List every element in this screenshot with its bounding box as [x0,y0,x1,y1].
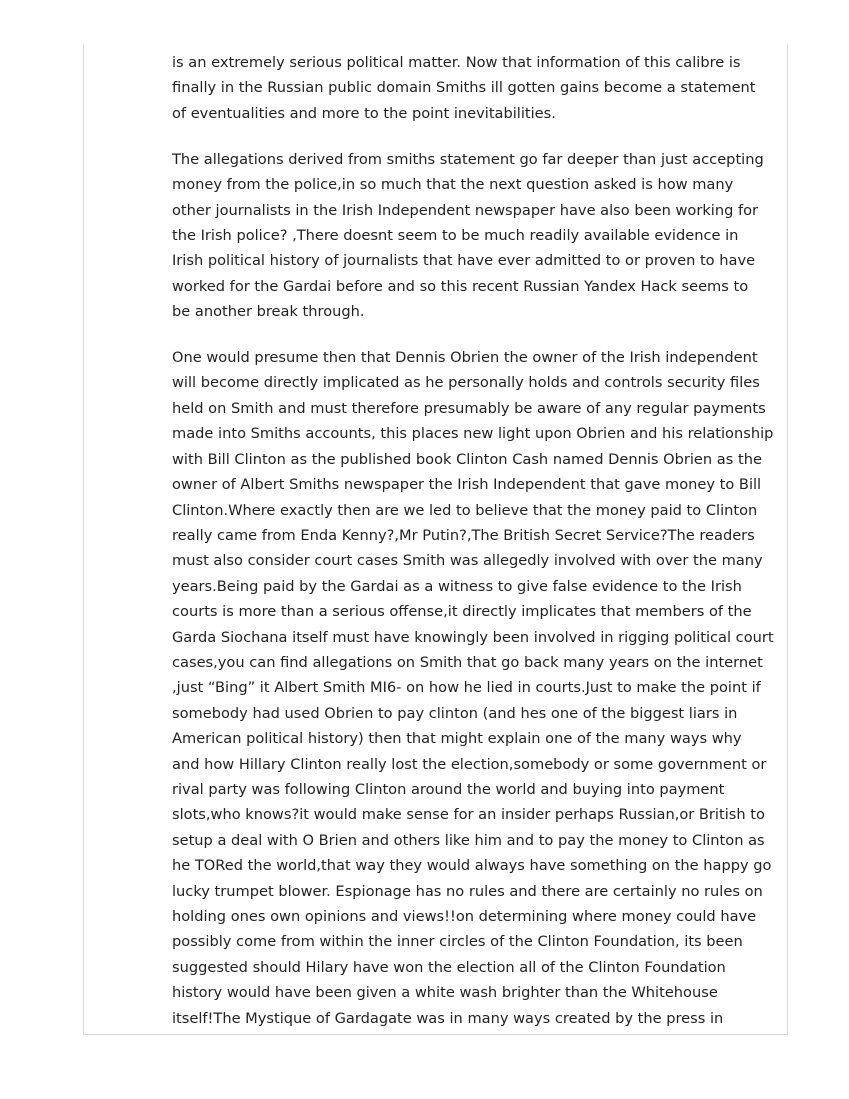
text-line: other journalists in the Irish Independent newspaper have also been working for [172,201,759,219]
text-line: of eventualities and more to the point inevitabilities. [172,104,556,122]
text-line: is an extremely serious political matter. Now that information of this calibre is [172,54,741,71]
text-line: worked for the Gardai before and so this recent Russian Yandex Hack seems to [172,277,749,295]
text-line: lucky trumpet blower. Espionage has no rules and there are certainly no rules on [172,882,763,900]
text-line: One would presume then that Dennis Obrien the owner of the Irish independent [172,349,758,367]
text-line: American political history) then that might explain one of the many ways why [172,730,742,748]
text-line: with Bill Clinton as the published book Clinton Cash named Dennis Obrien as the [172,450,762,468]
text-line: rival party was following Clinton around the world and buying into payment [172,780,725,798]
text-line: finally in the Russian public domain Smiths ill gotten gains become a statement [172,79,756,97]
text-line: will become directly implicated as he personally holds and controls security files [172,374,760,392]
text-line: possibly come from within the inner circles of the Clinton Foundation, its been [172,933,743,951]
text-line: The allegations derived from smiths statement go far deeper than just accepting [172,150,764,168]
paragraph-1 [172,50,772,126]
text-line: cases,you can find allegations on Smith that go back many years on the internet [172,653,763,671]
text-line: holding ones own opinions and views!!on determining where money could have [172,908,757,925]
text-line: somebody had used Obrien to pay clinton (and hes one of the biggest liars in [172,704,738,722]
text-line: money from the police,in so much that the next question asked is how many [172,176,734,194]
text-line: ,just “Bing” it Albert Smith MI6- on how he lied in courts.Just to make the point if [172,679,761,697]
text-line: slots,who knows?it would make sense for an insider perhaps Russian,or British to [172,806,765,824]
text-line: be another break through. [172,303,365,321]
text-line: Clinton.Where exactly then are we led to believe that the money paid to Clinton [172,501,758,519]
text-line: really came from Enda Kenny?,Mr Putin?,The British Secret Service?The readers [172,526,755,544]
text-line: history would have been given a white wash brighter than the Whitehouse [172,984,718,1002]
text-line: Irish political history of journalists that have ever admitted to or proven to have [172,252,756,270]
text-line: setup a deal with O Brien and others like him and to pay the money to Clinton as [172,831,765,849]
paragraph-2 [172,147,772,325]
text-line: must also consider court cases Smith was allegedly involved with over the many [172,552,763,570]
text-line: held on Smith and must therefore presumably be aware of any regular payments [172,399,766,417]
text-line: made into Smiths accounts, this places new light upon Obrien and his relationship [172,425,774,443]
text-line: suggested should Hilary have won the election all of the Clinton Foundation [172,958,726,976]
text-line: owner of Albert Smiths newspaper the Irish Independent that gave money to Bill [172,476,762,494]
text-line: years.Being paid by the Gardai as a witness to give false evidence to the Irish [172,577,742,595]
paragraph-3 [172,345,772,1031]
article-body [172,50,772,1031]
text-line: and how Hillary Clinton really lost the election,somebody or some government or [172,755,767,773]
text-line: itself!The Mystique of Gardagate was in many ways created by the press in [172,1009,724,1027]
text-line: Garda Siochana itself must have knowingly been involved in rigging political court [172,628,774,646]
text-line: he TORed the world,that way they would always have something on the happy go [172,857,772,875]
text-line: the Irish police? ,There doesnt seem to be much readily available evidence in [172,226,739,244]
text-line: courts is more than a serious offense,it directly implicates that members of the [172,603,752,621]
